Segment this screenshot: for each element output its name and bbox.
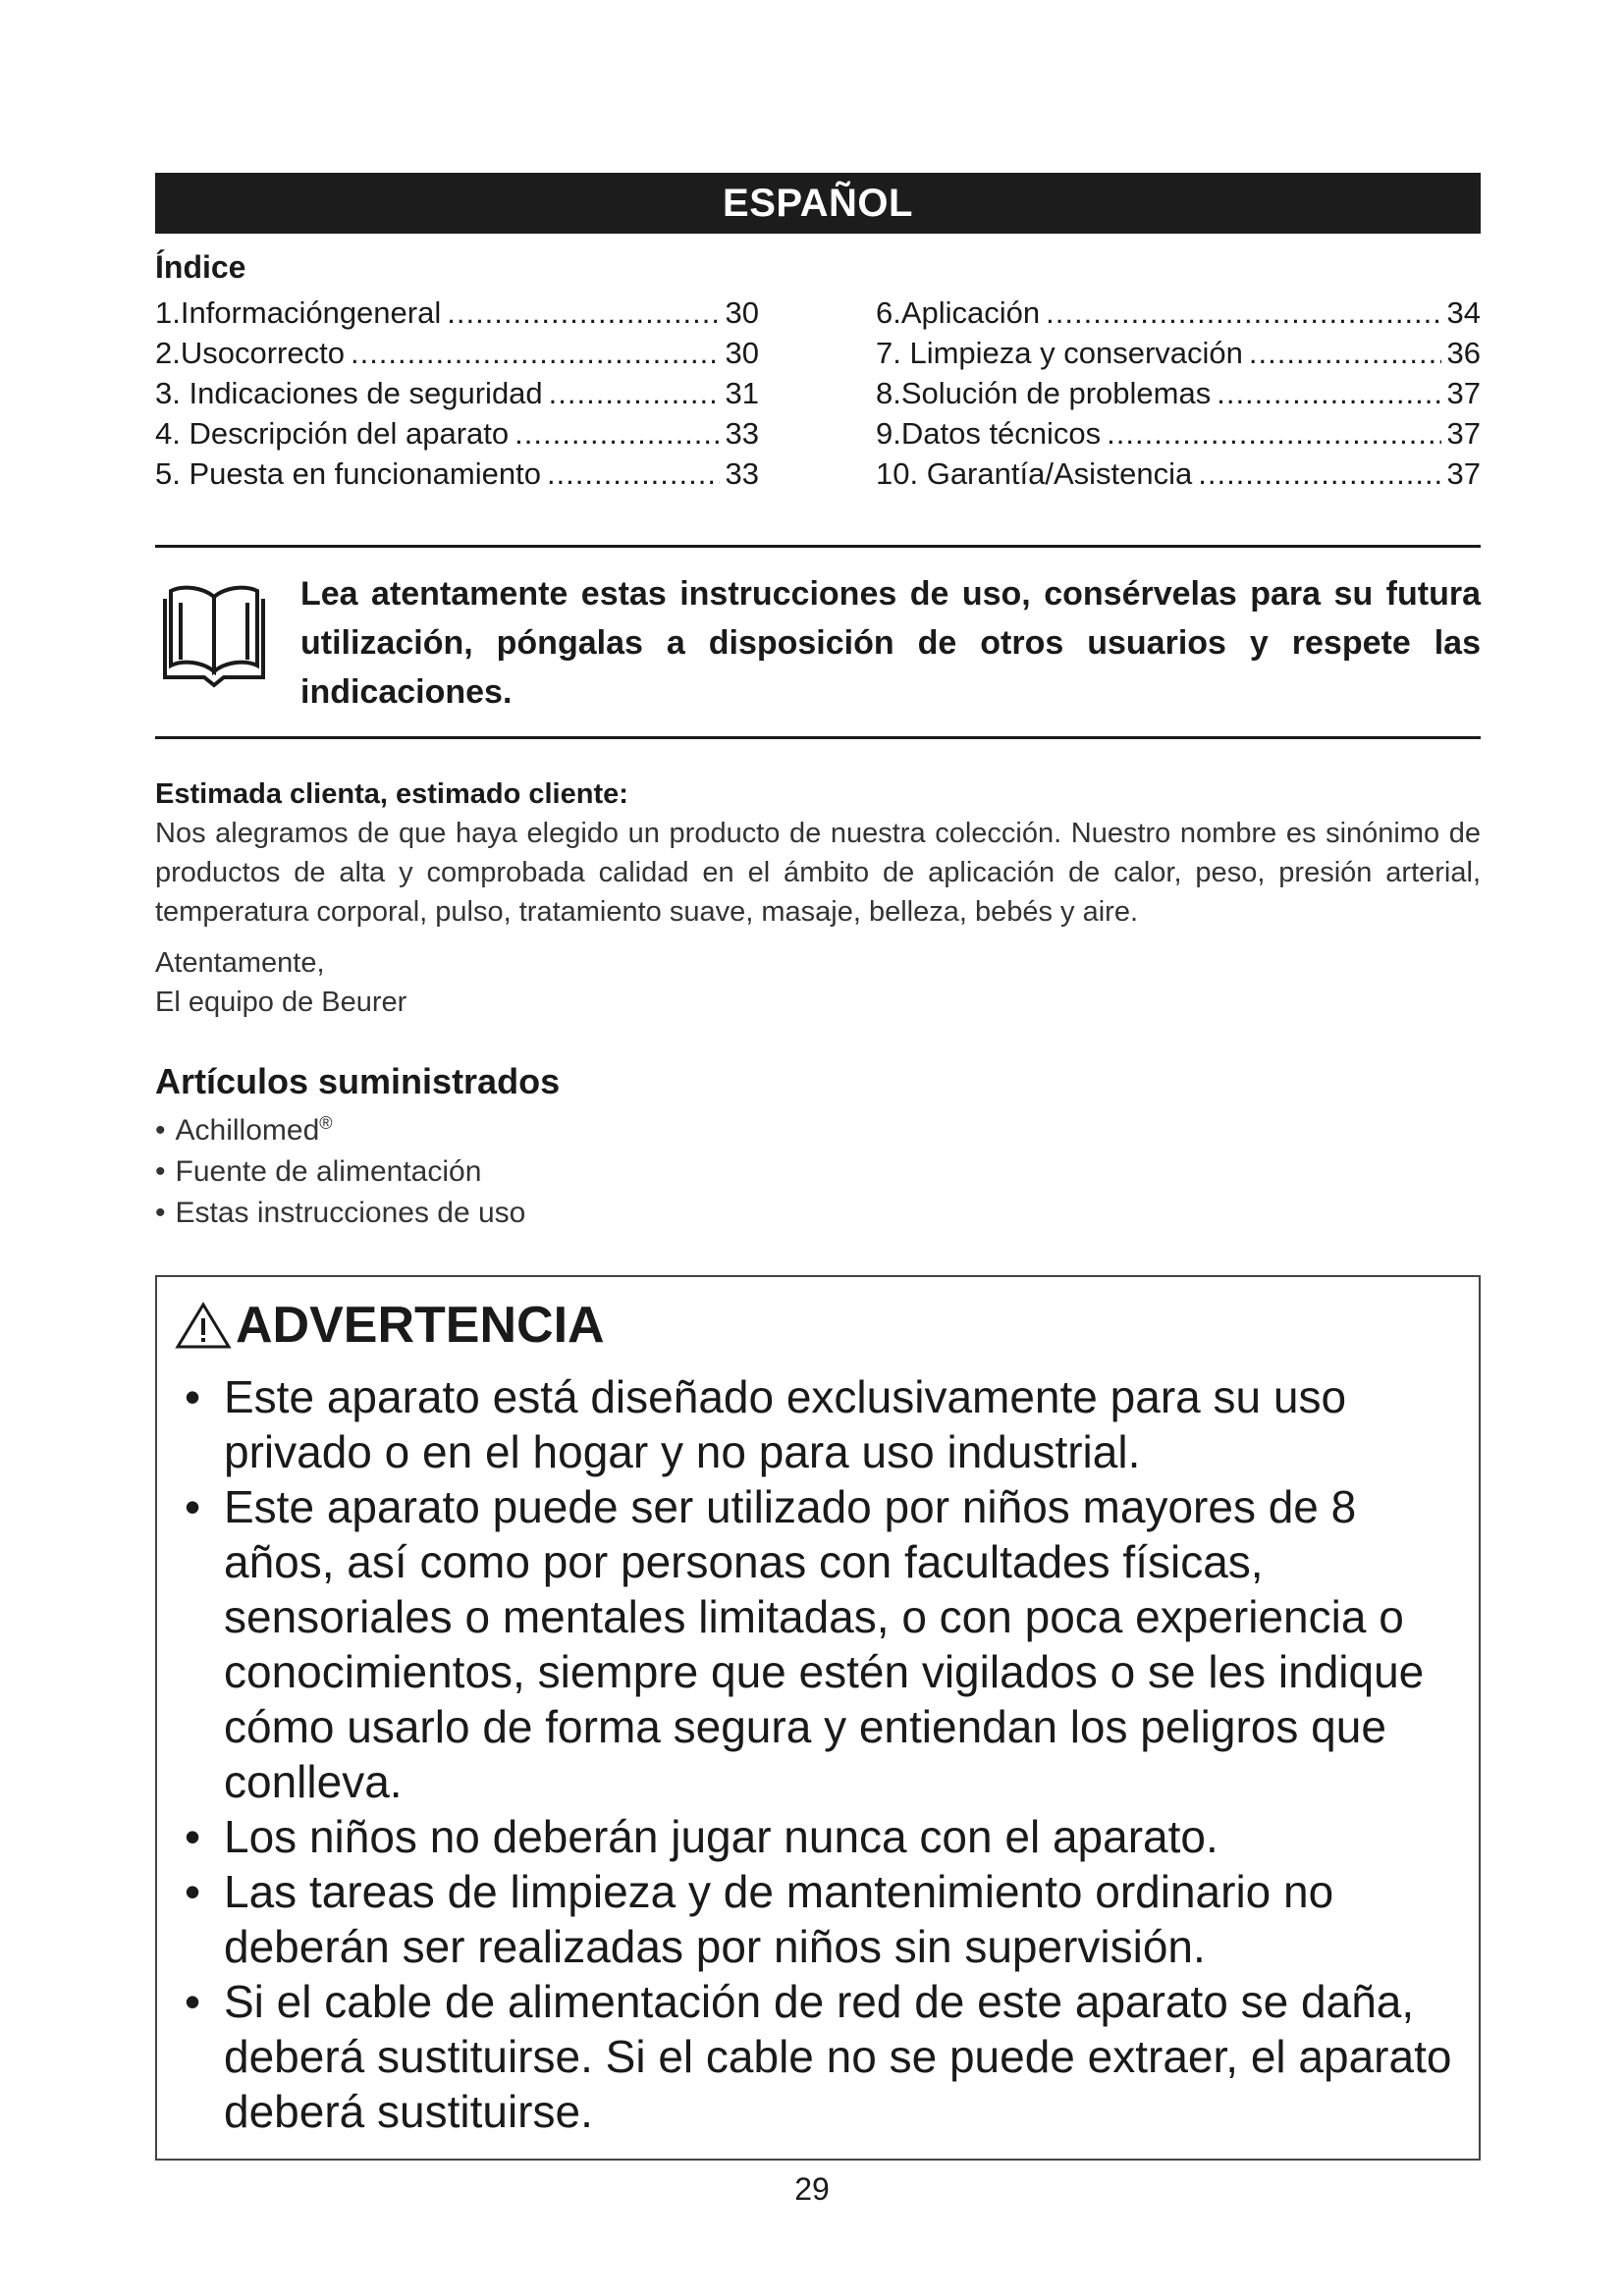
list-item: • Estas instrucciones de uso (155, 1193, 1481, 1234)
greeting-title: Estimada clienta, estimado cliente: (155, 778, 628, 810)
manual-page (155, 173, 1481, 2161)
list-item: • Achillomed® (155, 1110, 1481, 1151)
index-title: Índice (155, 249, 246, 285)
warning-triangle-icon (175, 1301, 232, 1350)
supplied-list (155, 1110, 1481, 1234)
toc-entry[interactable]: 8.Solución de problemas ..... 37 (876, 373, 1481, 413)
language-header: ESPAÑOL (155, 173, 1481, 234)
supplied-title: Artículos suministrados (155, 1061, 561, 1101)
toc-entry[interactable]: 10. Garantía/Asistencia ..... 37 (876, 454, 1481, 494)
toc-entry[interactable]: 4. Descripción del aparato ..... 33 (155, 413, 759, 454)
notice-text: Lea atentamente estas instrucciones de uso, consérvelas para su futura utilización, póngalas a disposición de otros usuarios y respete las indicaciones. (300, 575, 1481, 711)
toc-entry[interactable]: 3. Indicaciones de seguridad ..... 31 (155, 373, 759, 413)
toc-entry[interactable]: 1.Informacióngeneral ..... 30 (155, 293, 759, 333)
closing-line: Atentamente, (155, 947, 325, 979)
signature-line: El equipo de Beurer (155, 987, 407, 1018)
list-item: • Fuente de alimentación (155, 1151, 1481, 1193)
list-item: • Si el cable de alimentación de red de este aparato se daña, deberá sustituirse. Si el cable no se puede extraer, el aparato deberá sustituirse. (175, 1974, 1457, 2139)
toc-entry[interactable]: 6.Aplicación ..... 34 (876, 293, 1481, 333)
registered-mark: ® (319, 1113, 333, 1133)
list-item: • Este aparato puede ser utilizado por niños mayores de 8 años, así como por personas con facultades físicas, sensoriales o mentales limitadas, o con poca experiencia o conocimientos, siempre que estén vigilados o se les indique cómo usarlo de forma segura y entiendan los peligros que conlleva. (175, 1479, 1457, 1809)
greeting-body: Nos alegramos de que haya elegido un producto de nuestra colección. Nuestro nombre es sinónimo de productos de alta y comprobada calidad en el ámbito de aplicación de calor, peso, presión arterial, temperatura corporal, pulso, tratamiento suave, masaje, belleza, bebés y aire. (155, 818, 1481, 928)
list-item: • Los niños no deberán jugar nunca con el aparato. (175, 1809, 1457, 1864)
divider (155, 736, 1481, 739)
toc-entry[interactable]: 9.Datos técnicos ..... 37 (876, 413, 1481, 454)
page-number: 29 (794, 2171, 830, 2207)
warning-list (175, 1369, 1457, 2139)
greeting-closing (155, 943, 1481, 1022)
toc-left-column (155, 293, 759, 494)
book-icon (159, 579, 269, 691)
read-instructions-notice (155, 548, 1481, 736)
toc-right-column (876, 293, 1481, 494)
toc-entry[interactable]: 2.Usocorrecto ..... 30 (155, 333, 759, 373)
warning-box (155, 1275, 1481, 2161)
warning-title: ADVERTENCIA (175, 1289, 1457, 1362)
list-item: • Las tareas de limpieza y de mantenimiento ordinario no deberán ser realizadas por niños sin supervisión. (175, 1864, 1457, 1974)
list-item: • Este aparato está diseñado exclusivamente para su uso privado o en el hogar y no para uso industrial. (175, 1369, 1457, 1479)
toc-entry[interactable]: 7. Limpieza y conservación ..... 36 (876, 333, 1481, 373)
table-of-contents (155, 293, 1481, 494)
toc-entry[interactable]: 5. Puesta en funcionamiento ..... 33 (155, 454, 759, 494)
